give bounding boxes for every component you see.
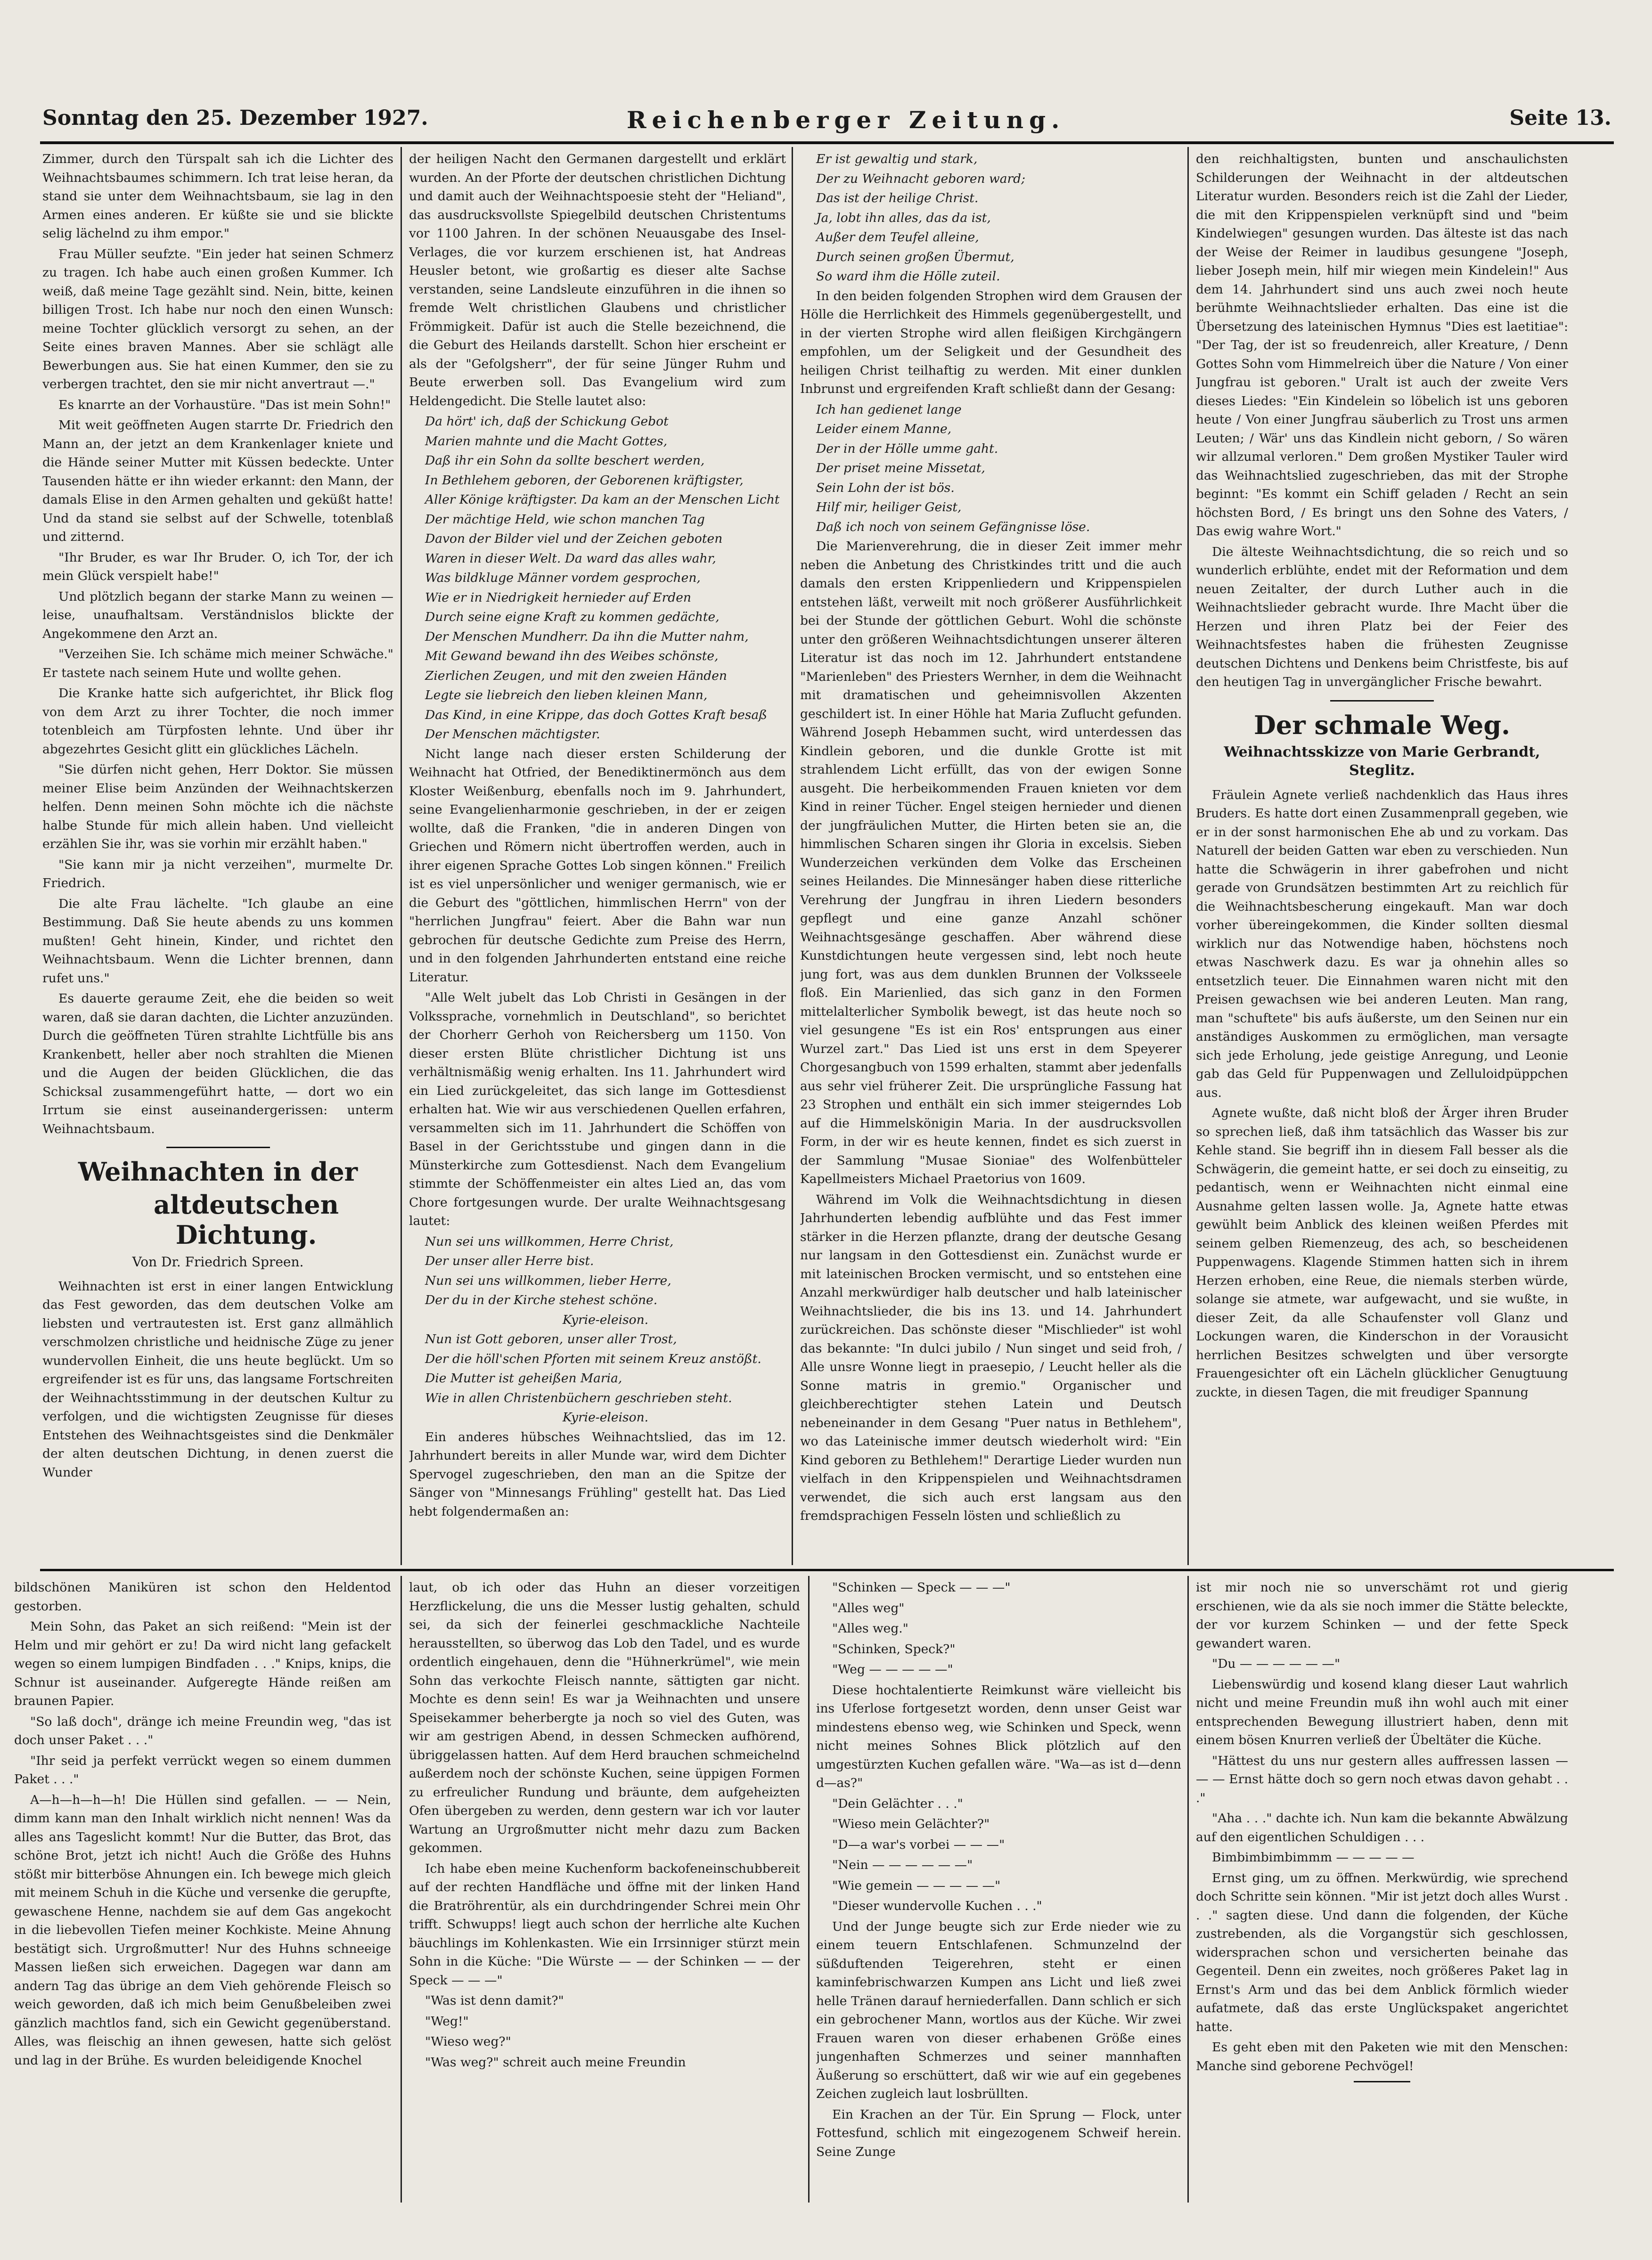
verse-line: So ward ihm die Hölle zuteil. xyxy=(816,269,1000,284)
verse-line: Er ist gewaltig und stark, xyxy=(816,152,978,166)
header-page-number: Seite 13. xyxy=(1509,106,1611,130)
paragraph: Die alte Frau lächelte. "Ich glaube an eine Bestimmung. Daß Sie heute abends zu uns kommen mußten! Geht hinein, Kinder, und richtet den Weihnachtsbaum. Wenn die Lichter brennen, dann rufet uns." xyxy=(42,896,393,986)
paragraph: "Weg!" xyxy=(425,2014,469,2029)
bottom-column-3 xyxy=(816,1578,1181,2195)
paragraph: Agnete wußte, daß nicht bloß der Ärger ihren Bruder so sprechen ließ, daß ihm tatsächlich das Wasser bis zur Kehle stand. Sie begriff ihn in diesem Fall besser als die Schwägerin, die gemeint hatte, er sei doch zu einseitig, zu pedantisch, wenn er Weihnachten nicht einmal eine Ausnahme gelten lassen wolle. Ja, Agnete hatte etwas gewühlt beim Anblick des kleinen weißen Pferdes mit seinem gelben Riemenzeug, des ach, so bescheidenen Puppenwagens. Klagende Stimmen hatten sich in ihrem Herzen erhoben, eine Reue, die niemals sterben würde, solange sie atmete, war aufgewacht, und sie wußte, in dieser Zeit, da alle Schaufenster voll Glanz und Lockungen waren, die Kinderschon in der Vorausicht herrlichen Besitzes schwelgten und über versorgte Frauengesichter oft ein Lächeln glücklicher Genugtuung zuckte, in diesen Tagen, die mit freudiger Spannung xyxy=(1196,1106,1568,1400)
paragraph: In den beiden folgenden Strophen wird dem Grausen der Hölle die Herrlichkeit des Himmels gegenübergestellt, und in der vierten Strophe wird allen fleißigen Kirchgängern empfohlen, um der Seligkeit und der Gesundheit des heiligen Christ teilhaftig zu werden. Mit einer dunklen Inbrunst und ergreifenden Kraft schließt dann der Gesang: xyxy=(800,288,1182,396)
verse-line: Leider einem Manne, xyxy=(816,422,952,436)
verse-line: Nun sei uns willkommen, Herre Christ, xyxy=(425,1234,674,1249)
verse-line: Die Mutter ist geheißen Maria, xyxy=(425,1371,622,1386)
article-title-line-2: altdeutschen Dichtung. xyxy=(154,1190,339,1250)
paragraph: Und plötzlich begann der starke Mann zu weinen — leise, unaufhaltsam. Verständnislos blickte der Angekommene den Arzt an. xyxy=(42,589,393,641)
article-title-line-1: Weihnachten in der xyxy=(78,1157,358,1187)
paragraph: "Dieser wundervolle Kuchen . . ." xyxy=(832,1899,1042,1913)
paragraph: A—h—h—h—h! Die Hüllen sind gefallen. — — Nein, dimm kann man den Inhalt wirklich nicht nennen! Was da alles ans Tageslicht kommt! Nur die Butter, das Brot, das schöne Brot, jetzt ich nicht! Auch die Größe des Huhns stößt mir bitterböse Ahnungen ein. Ich bewege mich gleich mit meinem Schuh in die Küche und versenke die gerupfte, gewaschene Henne, nachdem sie auf dem Gas angekocht in die liebevollen Tiefen meiner Kochkiste. Meine Ahnung bestätigt sich. Urgroßmutter! Nur des Huhns schneeige Massen ließen sich erweichen. Dagegen war dann am andern Tag das übrige an dem Vieh gehörende Fleisch so weich geworden, daß ich mich beim Genußbeleiben zwei gänzlich machtlos fand, sich ein Gewicht gegenüberstand. Alles, was fleischig an ihnen gewesen, hatte sich gelöst und lag in der Brühe. Es wurden beleidigende Knochel xyxy=(14,1792,391,2068)
verse-line: Marien mahnte und die Macht Gottes, xyxy=(425,433,668,449)
poem-closing xyxy=(800,400,1182,537)
column-rule xyxy=(1187,147,1189,1565)
column-1 xyxy=(42,150,393,1566)
paragraph: "Alles weg." xyxy=(832,1621,908,1636)
bottom-column-1 xyxy=(14,1578,391,2195)
page-header xyxy=(42,101,1611,139)
paragraph: "Sie kann mir ja nicht verzeihen", murmelte Dr. Friedrich. xyxy=(42,857,393,890)
paragraph: Es dauerte geraume Zeit, ehe die beiden so weit waren, daß sie daran dachten, die Lichter anzuzünden. Durch die geöffneten Türen strahlte Lichtfülle bis ans Krankenbett, heller aber noch strahlten die Mienen und die Augen der beiden Glücklichen, die das Schicksal zusammengeführt hatte, — dort wo ein Irrtum sie einst auseinandergerissen: unterm Weihnachtsbaum. xyxy=(42,991,393,1136)
verse-line: Außer dem Teufel alleine, xyxy=(816,230,979,245)
verse-line: Sein Lohn der ist bös. xyxy=(816,480,955,495)
paragraph: laut, ob ich oder das Huhn an dieser vorzeitigen Herzflickelung, die uns die Messer lustig gehalten, schuld sei, da sich der feinerlei geschmackliche Nachteile herausstellten, so überwog das Lob den Tadel, und es wurde ordentlich eingehauen, denn die "Hühnerkrümel", wie mein Sohn das verkochte Fleisch nannte, sättigten gar nicht. Mochte es denn sein! Es war ja Weihnachten und unsere Speisekammer beherbergte ja noch so viel des Guten, was wir am gestrigen Abend, in dessen Schmecken aufhörend, übriggelassen hatten. Auf dem Herd brauchen schmeichelnd außerdem noch der schönste Kuchen, seine üppigen Formen zu erfreulicher Rundung und bräunte, dem aufgeheizten Ofen übergeben zu werden, denn gestern war ich vor lauter Wartung an Urgroßmutter nicht mehr dazu zum Backen gekommen. xyxy=(409,1580,800,1855)
verse-line: Wie er in Niedrigkeit hernieder auf Erden xyxy=(425,590,692,605)
paragraph: der heiligen Nacht den Germanen dargestellt und erklärt wurden. An der Pforte der deutschen christlichen Dichtung und damit auch der Weihnachtspoesie steht der "Heliand", das ausdrucksvollste Spiegelbild deutschen Christentums vor 1100 Jahren. In der schönen Neuausgabe des Insel-Verlages, die vor kurzem erschienen ist, hat Andreas Heusler betont, wie großartig es dieser alte Sachse verstanden, seine Landsleute einzuführen in die ihnen so fremde Welt christlichen Glaubens und christlicher Frömmigkeit. Dafür ist auch die Stelle bezeichnend, die die Geburt des Heilands darstellt. Schon hier erscheint er als der "Gefolgsherr", der für seine Jünger Ruhm und Beute erwerben soll. Das Evangelium wird zum Heldengedicht. Die Stelle lautet also: xyxy=(409,152,786,408)
verse-line: Daß ich noch von seinem Gefängnisse löse. xyxy=(816,519,1090,534)
paragraph: Die Marienverehrung, die in dieser Zeit immer mehr neben die Anbetung des Christkindes tritt und die auch damals den ersten Krippenliedern und Krippenspielen entstehen läßt, verweilt mit noch größerer Ausführlichkeit bei der Stunde der göttlichen Geburt. Wohl die schönste unter den größeren Weihnachtsdichtungen unserer älteren Literatur ist das noch im 12. Jahrhundert entstandene "Marienleben" des Priesters Wernher, in dem die Weihnacht mit dramatischen und geheimnisvollen Akzenten geschildert ist. In einer Höhle hat Maria Zuflucht gefunden. Während Joseph Hebammen sucht, wird unterdessen das Kindlein geboren, und die dunkle Grotte ist mit strahlendem Licht erfüllt, das von der ewigen Sonne ausgeht. Die herbeikommenden Frauen knieten vor dem Kind in reiner Tücher. Engel steigen hernieder und dienen der jungfräulichen Mutter, die Hirten beten sie an, die himmlischen Scharen singen ihr Gloria in excelsis. Sieben Wunderzeichen verkünden dem Volke das Erscheinen seines Heilandes. Die Minnesänger haben diese ritterliche Verehrung der Jungfrau in ihren Liedern besonders gepflegt und eine ganze Anzahl schöner Weihnachtsgesänge geschaffen. Aber während diese Kunstdichtungen heute vergessen sind, lebt noch heute jung fort, was aus dem dunklen Brunnen der Volksseele floß. Ein Marienlied, das sich ganz in den Formen mittelalterlicher Symbolik bewegt, ist das heute noch so viel gesungene "Es ist ein Ros' entsprungen aus einer Wurzel zart." Das Lied ist uns erst in dem Speyerer Chorgesangbuch von 1599 erhalten, stammt aber jedenfalls aus sehr viel früherer Zeit. Die ursprüngliche Fassung hat 23 Strophen und enthält ein sich immer steigerndes Lob auf die Himmelskönigin Maria. In der ausdrucksvollen Form, in der wir es heute kennen, findet es sich zuerst in der Sammlung "Musae Sioniae" des Wolfenbütteler Kapellmeisters Michael Praetorius von 1609. xyxy=(800,539,1182,1186)
paragraph: Frau Müller seufzte. "Ein jeder hat seinen Schmerz zu tragen. Ich habe auch einen großen Kummer. Ich weiß, daß meine Tage gezählt sind. Nein, bitte, keinen billigen Trost. Ich habe nur noch den einen Wunsch: meine Tochter glücklich versorgt zu sehen, an der Seite eines braven Mannes. Aber sie schlägt alle Bewerbungen aus. Sie hat einen Kummer, den sie zu verbergen trachtet, den sie mir nicht anvertraut —." xyxy=(42,246,393,392)
verse-line: Der in der Hölle umme gaht. xyxy=(816,441,998,456)
paragraph: "Wieso mein Gelächter?" xyxy=(832,1817,990,1831)
verse-line: Der Menschen Mundherr. Da ihn die Mutter nahm, xyxy=(425,629,749,644)
verse-line: Nun sei uns willkommen, lieber Herre, xyxy=(425,1273,671,1288)
paragraph: Ernst ging, um zu öffnen. Merkwürdig, wie sprechend doch Schritte sein können. "Mir ist jetzt doch alles Wurst . . ." sagten diese. Und dann die folgenden, der Küche zustrebenden, als die Vorgangstür sich geschlossen, widersprachen schon und versicherten beinahe das Gegenteil. Denn ein zweites, noch größeres Paket lag in Ernst's Arm und das bei dem Anblick förmlich wieder aufatmete, daß das erste Unglückspaket angerichtet hatte. xyxy=(1196,1870,1568,2034)
paragraph: "Was weg?" schreit auch meine Freundin xyxy=(425,2055,686,2070)
paragraph: Während im Volk die Weihnachtsdichtung in diesen Jahrhunderten lebendig aufblühte und das Fest immer stärker in die Herzen pflanzte, drang der deutsche Gesang nur langsam in den Gottesdienst ein. Zunächst wurde er mit lateinischen Brocken vermischt, und so entstehen eine Anzahl merkwürdiger halb deutscher und halb lateinischer Weihnachtslieder, die bis ins 13. und 14. Jahrhundert zurückreichen. Das schönste dieser "Mischlieder" ist wohl das bekannte: "In dulci jubilo / Nun singet und seid froh, / Alle unsre Wonne liegt in praesepio, / Leucht heller als die Sonne matris in gremio." Organischer und gleichberechtigter stehen Latein und Deutsch nebeneinander in dem Gesang "Puer natus in Bethlehem", wo das Lateinische immer deutsch wiederholt wird: "Ein Kind geboren zu Bethlehem!" Derartige Lieder wurden nun vielfach in den Krippenspielen und Weihnachtsdramen verwendet, die sich auch erst langsam aus den fremdsprachigen Fesseln lösten und schließlich zu xyxy=(800,1192,1182,1523)
verse-line: Zierlichen Zeugen, und mit den zweien Händen xyxy=(425,668,727,683)
column-4 xyxy=(1196,150,1568,1566)
paragraph: Weihnachten ist erst in einer langen Entwicklung das Fest geworden, das dem deutschen Volke am liebsten und vertrautesten ist. Erst ganz allmählich verschmolzen christliche und heidnische Züge zu jener wundervollen Einheit, die uns heute beglückt. Um so ergreifender ist es für uns, das langsame Fortschreiten der Weihnachtsstimmung in der deutschen Kultur zu verfolgen, und die wichtigsten Zeugnisse für dieses Entstehen des Weihnachtsgeistes sind die Denkmäler der alten deutschen Dichtung, in denen zuerst die Wunder xyxy=(42,1279,393,1480)
story-subtitle: Weihnachtsskizze von Marie Gerbrandt, Steglitz. xyxy=(1224,743,1540,779)
paragraph: "Schinken — Speck — — —" xyxy=(832,1580,1011,1595)
paragraph: "Wieso weg?" xyxy=(425,2034,511,2049)
paragraph: Zimmer, durch den Türspalt sah ich die Lichter des Weihnachtsbaumes schimmern. Ich trat leise heran, da stand sie unter dem Weihnachtsbaum, sie lag in den Armen eines anderen. Er küßte sie und sie blickte selig lächelnd zu ihm empor." xyxy=(42,152,393,241)
paragraph: "Ihr seid ja perfekt verrückt wegen so einem dummen Paket . . ." xyxy=(14,1753,391,1787)
paragraph: "Weg — — — — —" xyxy=(832,1662,953,1677)
column-2 xyxy=(409,150,786,1566)
paragraph: Mein Sohn, das Paket an sich reißend: "Mein ist der Helm und mir gehört er zu! Da wird nicht lang gefackelt wegen so einem lumpigen Bindfaden . . ." Knips, knips, die Schnur ist auseinander. Aufgeregte Hände reißen am braunen Papier. xyxy=(14,1619,391,1708)
article-separator xyxy=(1330,700,1434,702)
verse-line: Das ist der heilige Christ. xyxy=(816,191,979,205)
paragraph: "Alles weg" xyxy=(832,1600,905,1615)
header-date: Sonntag den 25. Dezember 1927. xyxy=(42,106,428,130)
verse-line: Ja, lobt ihn alles, das da ist, xyxy=(816,210,991,225)
column-rule xyxy=(401,1576,402,2203)
paragraph: "Schinken, Speck?" xyxy=(832,1641,956,1656)
verse-line: Davon der Bilder viel und der Zeichen geboten xyxy=(425,531,723,546)
column-rule xyxy=(808,1576,810,2203)
verse-line: Durch seine eigne Kraft zu kommen gedächte, xyxy=(425,610,720,624)
verse-line: Der priset meine Missetat, xyxy=(816,461,985,475)
verse-line: Mit Gewand bewand ihn des Weibes schönste, xyxy=(425,649,719,663)
column-rule xyxy=(792,147,793,1565)
paragraph: "Verzeihen Sie. Ich schäme mich meiner Schwäche." Er tastete nach seinem Hute und wollte gehen. xyxy=(42,647,393,680)
paragraph: Liebenswürdig und kosend klang dieser Laut wahrlich nicht und meine Freundin muß ihn wohl auch mit einer entsprechenden Bewegung illustriert haben, denn mit einem bösen Knurren verließ der Übeltäter die Küche. xyxy=(1196,1677,1568,1747)
paragraph: "Du — — — — — —" xyxy=(1212,1656,1341,1671)
paragraph: den reichhaltigsten, bunten und anschaulichsten Schilderungen der Weihnacht in der altdeutschen Literatur wurden. Besonders reich ist die Zahl der Lieder, die mit den Krippenspielen verknüpft sind und "beim Kindelwiegen" gesungen wurden. Das älteste ist das nach der Weise der Reimer in laudibus gesungene "Joseph, lieber Joseph mein, hilf mir wiegen mein Kindelein!" Aus dem 14. Jahrhundert sind uns auch zwei noch heute berühmte Weihnachtslieder erhalten. Das eine ist die Übersetzung des lateinischen Hymnus "Dies est laetitiae": "Der Tag, der ist so freudenreich, aller Kreature, / Denn Gottes Sohn vom Himmelreich über die Nature / Von einer Jungfrau ist geboren." Uralt ist auch der zweite Vers dieses Liedes: "Ein Kindelein so löbelich ist uns geboren heute / Von einer Jungfrau säuberlich zu Trost uns armen Leuten; / Wär' uns das Kindlein nicht geborn, / So wären wir allzumal verloren." Dem großen Mystiker Tauler wird das Weihnachtslied zugeschrieben, das mit der Strophe beginnt: "Es kommt ein Schiff geladen / Recht an sein höchsten Bord, / Es bringt uns den Sohne des Vaters, / Das ewig wahre Wort." xyxy=(1196,152,1568,538)
paragraph: Fräulein Agnete verließ nachdenklich das Haus ihres Bruders. Es hatte dort einen Zusammenprall gegeben, wie er in der sonst harmonischen Ehe ab und zu vorkam. Das Naturell der beiden Gatten war eben zu verschieden. Nun hatte die Schwägerin in ihrer gabefrohen und nicht gerade von Grundsätzen bestimmten Art zu reichlich für die Weihnachtsbescherung eingekauft. Man war doch vorher übereingekommen, die Kinder sollten diesmal wirklich nur das Notwendige haben, höchstens noch etwas Naschwerk dazu. Es war ja ohnehin alles so entsetzlich teuer. Die Einnahmen waren nicht mit den Preisen gewachsen wie bei anderen Leuten. Man rang, man "schuftete" bis aufs äußerste, um den Seinen nur ein anständiges Auskommen zu ermöglichen, man versagte sich jede Erholung, jede geistige Anregung, und Leonie gab das Geld für Puppenwagen und Zelluloidpüppchen aus. xyxy=(1196,787,1568,1100)
header-newspaper-name: Reichenberger Zeitung. xyxy=(627,106,1065,134)
bottom-column-2 xyxy=(409,1578,800,2195)
verse-line: Der zu Weihnacht geboren ward; xyxy=(816,171,1026,186)
verse-line: In Bethlehem geboren, der Geborenen kräftigster, xyxy=(425,473,744,488)
verse-line: Nun ist Gott geboren, unser aller Trost, xyxy=(425,1332,677,1346)
paragraph: Und der Junge beugte sich zur Erde nieder wie zu einem teuern Entschlafenen. Schmunzelnd der süßduftenden Teigerehren, steht er einen kaminfebrischwarzen Kumpen ans Licht und ließ zwei helle Tränen darauf herniederfallen. Dann schlich er sich ein gebrochener Mann, wortlos aus der Küche. Wir zwei Frauen waren von dieser erhabenen Größe eines jungenhaften Schmerzes und seiner mannhaften Äußerung so erschüttert, daß wir wie auf ein gegebenes Zeichen zugleich laut losbrüllten. xyxy=(816,1919,1181,2101)
verse-line: Hilf mir, heiliger Geist, xyxy=(816,500,962,514)
paragraph: Bimbimbimbimmm — — — — — xyxy=(1212,1850,1415,1865)
poem-heliand xyxy=(409,412,786,744)
verse-line: Der du in der Kirche stehest schöne. xyxy=(425,1293,658,1307)
poem-basel xyxy=(409,1232,786,1427)
paragraph: Es knarrte an der Vorhaustüre. "Das ist mein Sohn!" xyxy=(58,397,391,412)
article-separator xyxy=(166,1147,270,1148)
poem-spervogel xyxy=(800,150,1182,286)
verse-refrain: Kyrie-eleison. xyxy=(562,1410,649,1425)
paragraph: Ich habe eben meine Kuchenform backofeneinschubbereit auf der rechten Handfläche und öffne mit der linken Hand die Bratröhrentür, als ein durchdringender Schrei mein Ohr trifft. Schwupps! liegt auch schon der herrliche alte Kuchen bäuchlings im Kohlenkasten. Wie ein Irrsinniger stürzt mein Sohn in die Küche: "Die Würste — — der Schinken — — der Speck — — —" xyxy=(409,1861,800,1988)
paragraph: bildschönen Maniküren ist schon den Heldentod gestorben. xyxy=(14,1580,391,1614)
paragraph: ist mir noch nie so unverschämt rot und gierig erschienen, wie da als sie noch immer die Stätte beleckte, der vor kurzem Schinken — und der fette Speck gewandert waren. xyxy=(1196,1580,1568,1651)
end-mark xyxy=(1354,2081,1410,2082)
paragraph: "Was ist denn damit?" xyxy=(425,1993,564,2008)
header-rule xyxy=(40,141,1614,144)
verse-refrain: Kyrie-eleison. xyxy=(562,1312,649,1327)
verse-line: Der unser aller Herre bist. xyxy=(425,1254,594,1268)
verse-line: Der mächtige Held, wie schon manchen Tag xyxy=(425,512,705,527)
paragraph: Ein Krachen an der Tür. Ein Sprung — Flock, unter Fottesfund, schlich mit eingezogenem Schweif herein. Seine Zunge xyxy=(816,2107,1181,2159)
paragraph: "Aha . . ." dachte ich. Nun kam die bekannte Abwälzung auf den eigentlichen Schuldigen . . . xyxy=(1196,1811,1568,1844)
paragraph: "Dein Gelächter . . ." xyxy=(832,1796,963,1811)
paragraph: "Hättest du uns nur gestern alles auffressen lassen — — — Ernst hätte doch so gern noch etwas davon gehabt . . ." xyxy=(1196,1753,1568,1805)
column-rule xyxy=(401,147,402,1565)
paragraph: "D—a war's vorbei — — —" xyxy=(832,1837,1005,1852)
paragraph: "Sie dürfen nicht gehen, Herr Doktor. Sie müssen meiner Elise beim Anzünden der Weihnachtskerzen helfen. Denn meinen Sohn möchte ich die nächste halbe Stunde für mich allein haben. Und vielleicht erzählen Sie ihr, was sie vorhin mir erzählt haben." xyxy=(42,762,393,851)
paragraph: "Ihr Bruder, es war Ihr Bruder. O, ich Tor, der ich mein Glück verspielt habe!" xyxy=(42,550,393,583)
story-title: Der schmale Weg. xyxy=(1254,710,1510,740)
bottom-column-4 xyxy=(1196,1578,1568,2195)
paragraph: "So laß doch", dränge ich meine Freundin weg, "das ist doch unser Paket . . ." xyxy=(14,1714,391,1747)
paragraph: "Nein — — — — — —" xyxy=(832,1858,973,1872)
verse-line: Legte sie liebreich den lieben kleinen Mann, xyxy=(425,688,708,702)
verse-line: Der Menschen mächtigster. xyxy=(425,727,600,742)
column-3 xyxy=(800,150,1182,1566)
paragraph: Diese hochtalentierte Reimkunst wäre vielleicht bis ins Uferlose fortgesetzt worden, denn unser Geist war mindestens ebenso weg, wie Schinken und Speck, wenn nicht meines Sohnes Blick plötzlich auf den umgestürzten Kuchen gefallen wäre. "Wa—as ist d—denn d—as?" xyxy=(816,1682,1181,1790)
paragraph: Nicht lange nach dieser ersten Schilderung der Weihnacht hat Otfried, der Benediktinermönch aus dem Kloster Weißenburg, ebenfalls noch im 9. Jahrhundert, seine Evangelienharmonie geschrieben, in der er zeigen wollte, daß die Franken, "die in anderen Dingen von Griechen und Römern nicht übertroffen werden, auch in ihrer eigenen Sprache Gottes Lob singen können." Freilich ist es viel unpersönlicher und weniger germanisch, wie er die Geburt des "göttlichen, himmlischen Herrn" von der "herrlichen Jungfrau" feiert. Aber die Bahn war nun gebrochen für deutsche Gedichte zum Preise des Herrn, und in den folgenden Jahrhunderten entstand eine reiche Literatur. xyxy=(409,746,786,985)
verse-line: Aller Könige kräftigster. Da kam an der Menschen Licht xyxy=(425,492,780,507)
paragraph: Die Kranke hatte sich aufgerichtet, ihr Blick flog von dem Arzt zu ihrer Tochter, die noch immer totenbleich am Türpfosten lehnte. Und über ihr abgezehrtes Gesicht glitt ein glückliches Lächeln. xyxy=(42,686,393,757)
paragraph: "Alle Welt jubelt das Lob Christi in Gesängen in der Volkssprache, vornehmlich in Deutschland", so berichtet der Chorherr Gerhoh von Reichersberg um 1150. Von dieser ersten Blüte christlicher Dichtung ist uns verhältnismäßig wenig erhalten. Ins 11. Jahrhundert wird ein Lied zurückgeleitet, das sich lange im Gottesdienst erhalten hat. Wie wir aus verschiedenen Quellen erfahren, versammelten sich im 11. Jahrhundert die Schöffen von Basel in der Gerichtsstube und gingen dann in die Münsterkirche zum Gottesdienst. Nach dem Evangelium stimmte der Schöffenmeister ein altes Lied an, das vom Chore fortgesungen wurde. Der uralte Weihnachtsgesang lautet: xyxy=(409,990,786,1228)
paragraph: Es geht eben mit den Paketen wie mit den Menschen: Manche sind geborene Pechvögel! xyxy=(1196,2040,1568,2073)
verse-line: Was bildkluge Männer vordem gesprochen, xyxy=(425,571,701,585)
verse-line: Daß ihr ein Sohn da sollte beschert werden, xyxy=(425,453,705,468)
verse-line: Waren in dieser Welt. Da ward das alles wahr, xyxy=(425,551,716,566)
section-rule xyxy=(40,1569,1614,1571)
column-rule xyxy=(1187,1576,1189,2203)
verse-line: Durch seinen großen Übermut, xyxy=(816,249,1014,264)
paragraph: "Wie gemein — — — — —" xyxy=(832,1878,1001,1893)
paragraph: Die älteste Weihnachtsdichtung, die so reich und so wunderlich erblühte, endet mit der Reformation und dem neuen Zeitalter, der durch Luther auch in die Weihnachtslieder gebracht wurde. Ihre Macht über die Herzen und ihren Platz bei der Feier des Weihnachtsfestes haben die frühesten Zeugnisse deutschen Dichtens und Denkens beim Christfeste, bis auf den heutigen Tag in unvergänglicher Frische bewahrt. xyxy=(1196,544,1568,689)
paragraph: Ein anderes hübsches Weihnachtslied, das im 12. Jahrhundert bereits in aller Munde war, wird dem Dichter Spervogel zugeschrieben, den man an die Spitze der Sänger von "Minnesangs Frühling" gestellt hat. Das Lied hebt folgendermaßen an: xyxy=(409,1429,786,1519)
verse-line: Ich han gedienet lange xyxy=(816,402,962,417)
paragraph: Mit weit geöffneten Augen starrte Dr. Friedrich den Mann an, der jetzt an dem Krankenlager kniete und die Hände seiner Mutter mit Küssen bedeckte. Unter Tausenden hätte er ihn wieder erkannt: den Mann, der damals Elise in den Armen gehalten und geküßt hatte! Und da stand sie selbst auf der Schwelle, totenblaß und zitternd. xyxy=(42,418,393,544)
article-byline: Von Dr. Friedrich Spreen. xyxy=(132,1254,304,1270)
verse-line: Der die höll'schen Pforten mit seinem Kreuz anstößt. xyxy=(425,1351,761,1366)
verse-line: Das Kind, in eine Krippe, das doch Gottes Kraft besaß xyxy=(425,707,767,722)
verse-line: Da hört' ich, daß der Schickung Gebot xyxy=(425,414,669,429)
verse-line: Wie in allen Christenbüchern geschrieben steht. xyxy=(425,1390,732,1405)
